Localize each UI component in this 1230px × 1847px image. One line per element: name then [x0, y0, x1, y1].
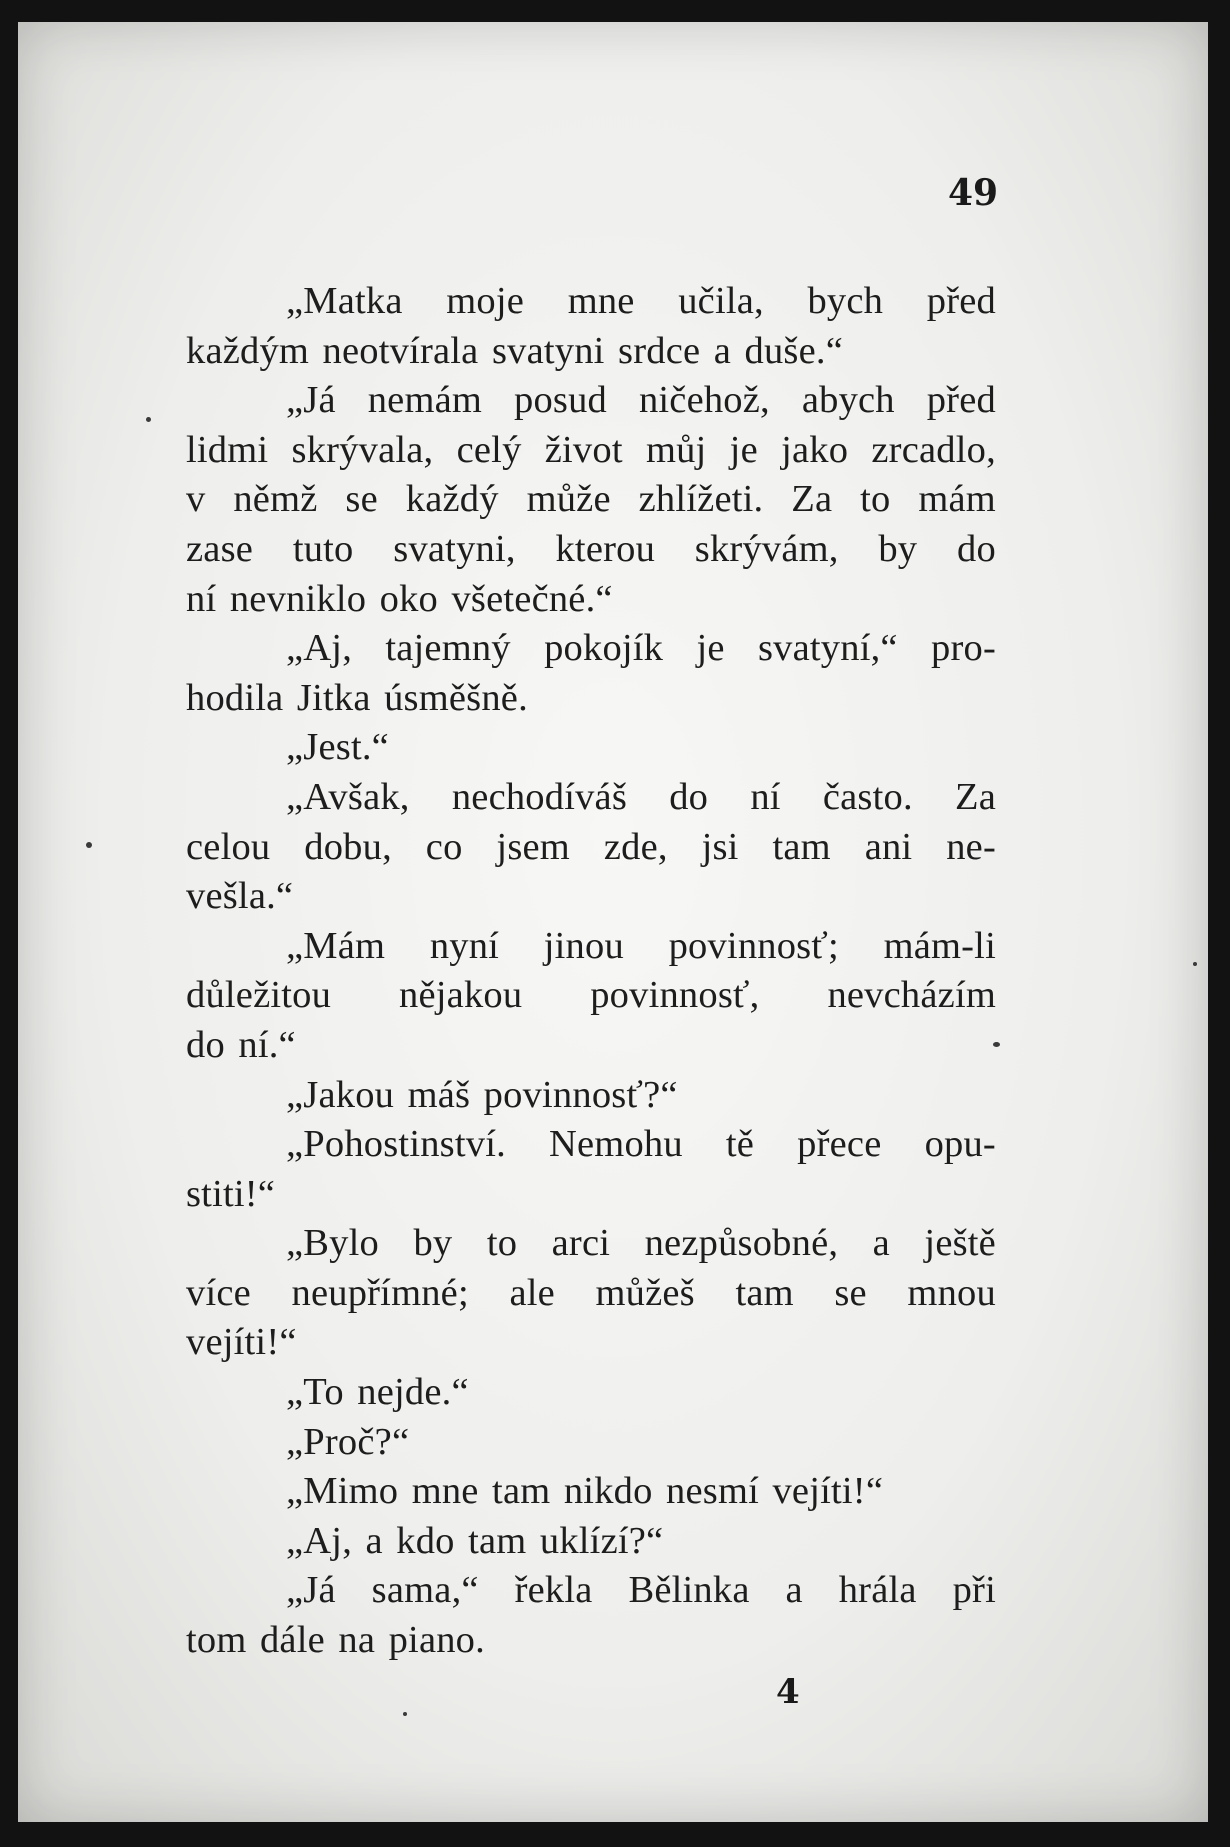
page-number: 49: [948, 172, 999, 214]
word: nějakou: [399, 974, 523, 1017]
word: mne: [411, 1470, 479, 1513]
word: kterou: [555, 527, 656, 570]
text-line: [186, 971, 996, 1021]
print-speck: [403, 1712, 407, 1716]
word: ní.“: [238, 1023, 296, 1066]
word: mám-li: [883, 924, 996, 967]
word: řekla: [514, 1569, 593, 1612]
text-line: [186, 1616, 996, 1666]
word: němž: [233, 478, 318, 521]
text-line: [186, 376, 996, 426]
word: je: [729, 428, 758, 471]
word: celou: [186, 825, 271, 868]
text-line: [186, 1368, 996, 1418]
word: duše.“: [744, 329, 843, 372]
word: nikdo: [563, 1470, 653, 1513]
word: tuto: [292, 527, 354, 570]
word: můj: [645, 428, 707, 471]
word: lidmi: [186, 428, 269, 471]
word: povinnosť,: [590, 974, 760, 1017]
word: do: [669, 775, 709, 818]
word: tam: [772, 825, 831, 868]
word: důležitou: [186, 974, 332, 1017]
word: kdo: [396, 1519, 455, 1562]
word: každý: [405, 478, 499, 521]
word: při: [952, 1569, 996, 1612]
word: nyní: [429, 924, 500, 967]
word: Bělinka: [628, 1569, 750, 1612]
word: skrývala,: [291, 428, 434, 471]
word: do: [186, 1023, 225, 1066]
text-line: [186, 575, 996, 625]
word: Nemohu: [549, 1123, 683, 1166]
text-line: [186, 922, 996, 972]
text-line: [186, 624, 996, 674]
word: více: [186, 1271, 251, 1314]
word: zhlížeti.: [638, 478, 764, 521]
word: zase: [186, 527, 254, 570]
text-line: [186, 277, 996, 327]
print-speck: [1193, 962, 1197, 966]
word: ničehož,: [638, 379, 770, 422]
print-speck: [86, 842, 92, 848]
word: dobu,: [304, 825, 392, 868]
word: „Jakou: [286, 1073, 395, 1116]
word: „Aj,: [286, 627, 353, 670]
word: to: [486, 1222, 518, 1265]
signature-mark: 4: [776, 1672, 800, 1712]
word: svatyní,“: [757, 627, 898, 670]
word: „Avšak,: [286, 775, 410, 818]
word: ještě: [924, 1222, 996, 1265]
word: co: [425, 825, 463, 868]
word: často.: [822, 775, 913, 818]
word: ní: [186, 577, 217, 620]
word: vejíti!“: [186, 1321, 297, 1364]
word: „Já: [286, 379, 336, 422]
text-line: [186, 1021, 996, 1071]
print-speck: [993, 1042, 1000, 1047]
word: „Mám: [286, 924, 386, 967]
text-line: [186, 1418, 996, 1468]
word: jsi: [701, 825, 739, 868]
word: pro-: [931, 627, 996, 670]
text-line: [186, 1071, 996, 1121]
word: v: [186, 478, 206, 521]
word: neotvírala: [322, 329, 479, 372]
word: zde,: [603, 825, 668, 868]
word: hrála: [838, 1569, 917, 1612]
text-line: [186, 823, 996, 873]
word: posud: [514, 379, 607, 422]
word: ne-: [946, 825, 996, 868]
word: a: [785, 1569, 803, 1612]
word: učila,: [678, 280, 764, 322]
word: ale: [509, 1271, 555, 1314]
word: to: [860, 478, 891, 521]
word: dále: [259, 1619, 325, 1662]
word: nesmí: [666, 1470, 759, 1513]
word: „Aj,: [286, 1519, 353, 1562]
word: život: [544, 428, 623, 471]
word: vejíti!“: [772, 1470, 884, 1513]
word: ani: [864, 825, 913, 868]
word: každým: [186, 329, 310, 372]
word: „Bylo: [286, 1222, 379, 1265]
word: „Proč?“: [286, 1420, 410, 1463]
text-line: [186, 1120, 996, 1170]
word: bych: [807, 280, 884, 322]
text-line: [186, 1318, 996, 1368]
word: by: [878, 527, 918, 570]
print-speck: [146, 417, 151, 422]
word: opu-: [924, 1123, 996, 1166]
word: povinnosť;: [668, 924, 839, 967]
word: do: [957, 527, 996, 570]
word: a: [365, 1519, 383, 1562]
word: celý: [456, 428, 522, 471]
text-line: [186, 1269, 996, 1319]
word: na: [338, 1619, 376, 1662]
word: nechodíváš: [451, 775, 628, 818]
word: je: [696, 627, 725, 670]
word: nemám: [367, 379, 483, 422]
word: „To: [286, 1371, 344, 1414]
word: jinou: [543, 924, 624, 967]
word: stiti!“: [186, 1172, 276, 1215]
word: „Pohostinství.: [286, 1123, 506, 1166]
word: máš: [407, 1073, 471, 1116]
word: může: [526, 478, 611, 521]
word: všetečné.“: [451, 577, 613, 620]
word: by: [413, 1222, 453, 1265]
word: tom: [186, 1619, 247, 1662]
text-line: [186, 327, 996, 377]
word: a: [713, 329, 732, 372]
word: Za: [791, 478, 833, 521]
word: „Mimo: [286, 1470, 399, 1513]
word: tě: [725, 1123, 755, 1166]
text-line: [186, 872, 996, 922]
word: mnou: [907, 1271, 996, 1314]
word: tam: [468, 1519, 527, 1562]
word: uklízí?“: [539, 1519, 664, 1562]
text-line: [186, 475, 996, 525]
text-line: [186, 1566, 996, 1616]
word: sama,“: [371, 1569, 479, 1612]
text-line: [186, 674, 996, 724]
body-text: [186, 277, 996, 1666]
text-line: [186, 723, 996, 773]
word: svatyni: [491, 329, 605, 372]
word: hodila: [186, 676, 284, 719]
text-line: [186, 426, 996, 476]
text-line: [186, 1170, 996, 1220]
word: Za: [954, 775, 996, 818]
word: před: [926, 379, 996, 422]
word: a: [872, 1222, 890, 1265]
word: nezpůsobné,: [644, 1222, 839, 1265]
word: jako: [781, 428, 849, 471]
word: neupřímné;: [291, 1271, 469, 1314]
book-page: [18, 22, 1208, 1822]
word: vešla.“: [186, 875, 294, 918]
text-line: [186, 525, 996, 575]
word: svatyni,: [393, 527, 516, 570]
word: abych: [801, 379, 895, 422]
word: „Já: [286, 1569, 336, 1612]
word: jsem: [496, 825, 570, 868]
word: nevniklo: [229, 577, 367, 620]
word: nejde.“: [357, 1371, 469, 1414]
word: mne: [567, 280, 635, 322]
word: oko: [379, 577, 438, 620]
word: tajemný: [385, 627, 511, 670]
word: se: [345, 478, 378, 521]
word: povinnosť?“: [483, 1073, 678, 1116]
word: před: [926, 280, 996, 322]
word: Jitka: [296, 676, 371, 719]
word: můžeš: [595, 1271, 695, 1314]
text-line: [186, 773, 996, 823]
word: „Matka: [286, 280, 403, 322]
word: úsměšně.: [384, 676, 528, 719]
word: se: [834, 1271, 867, 1314]
word: piano.: [388, 1619, 485, 1662]
word: nevcházím: [827, 974, 996, 1017]
text-line: [186, 1517, 996, 1567]
word: moje: [446, 280, 525, 322]
text-line: [186, 1467, 996, 1517]
word: ní: [750, 775, 781, 818]
word: skrývám,: [694, 527, 839, 570]
word: zrcadlo,: [871, 428, 996, 471]
word: tam: [492, 1470, 551, 1513]
word: srdce: [618, 329, 701, 372]
word: pokojík: [544, 627, 664, 670]
word: arci: [551, 1222, 611, 1265]
word: mám: [918, 478, 996, 521]
text-line: [186, 1219, 996, 1269]
word: „Jest.“: [286, 726, 389, 769]
word: přece: [797, 1123, 882, 1166]
word: tam: [735, 1271, 794, 1314]
